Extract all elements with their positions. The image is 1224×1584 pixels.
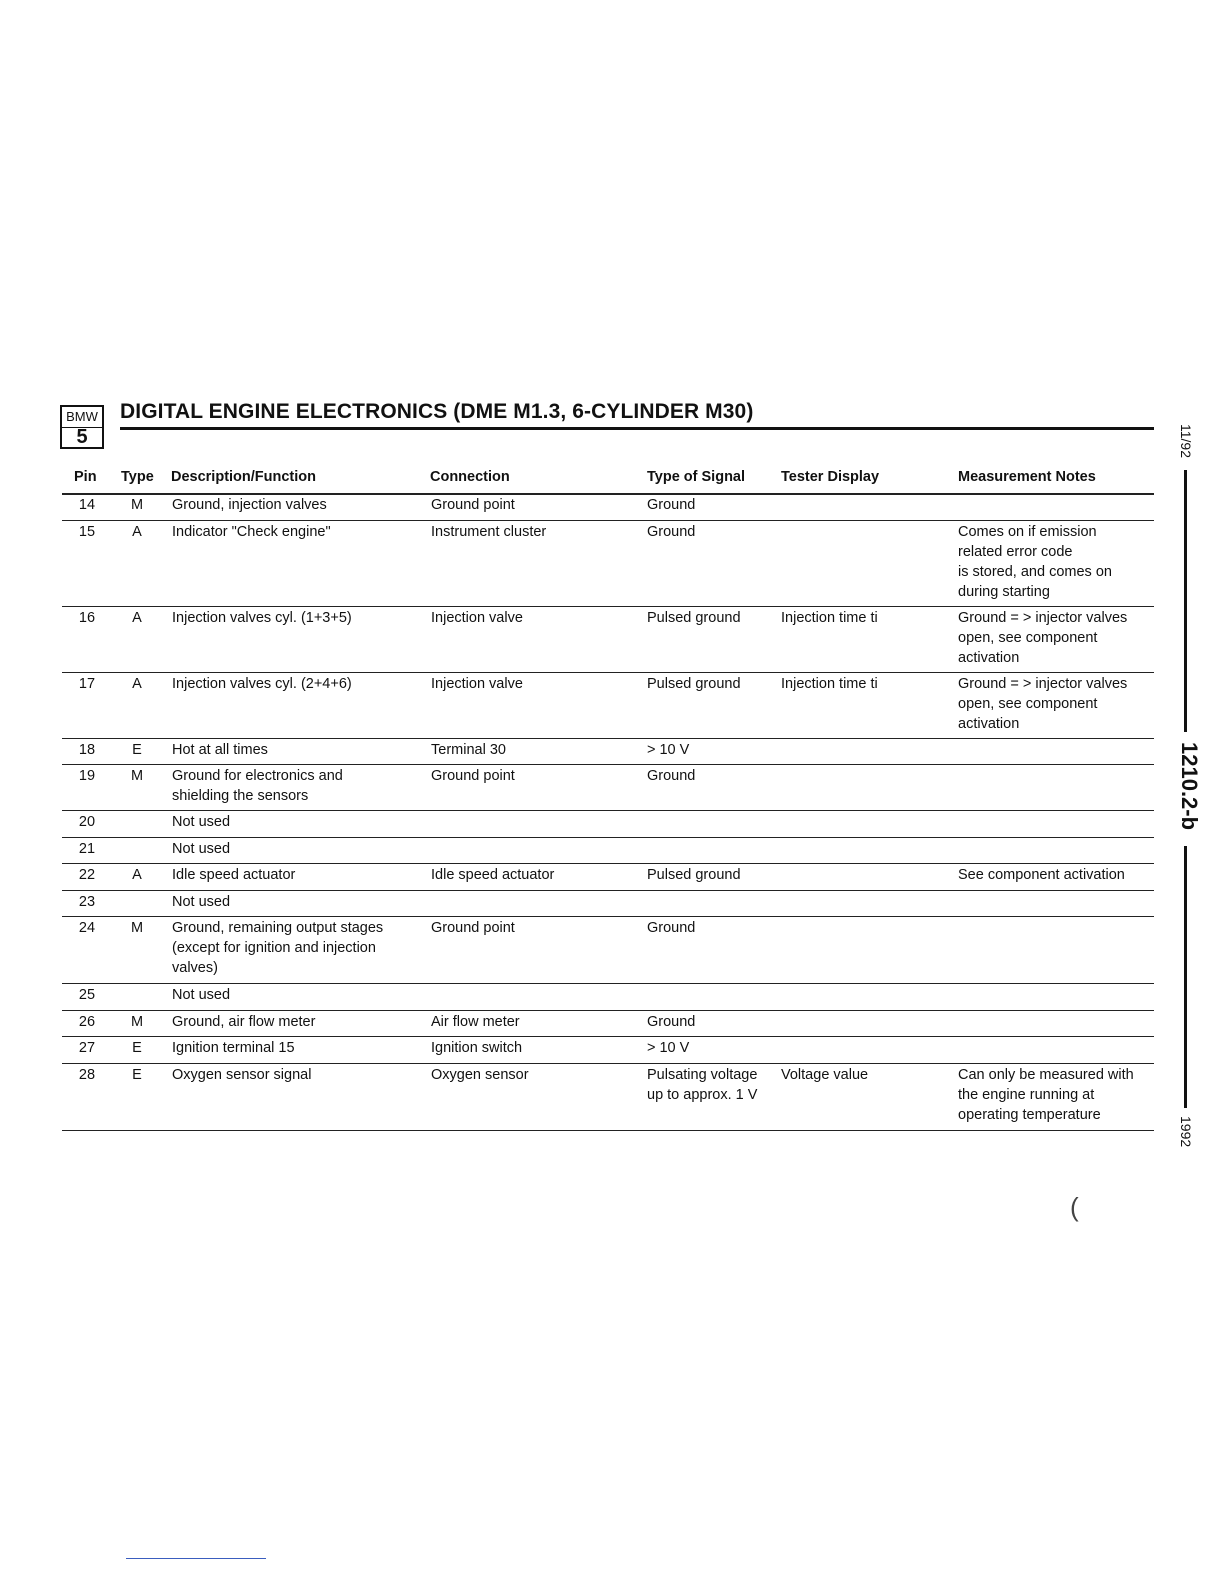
cell-type: M (130, 1014, 144, 1030)
row-separator (62, 983, 1154, 984)
header-measurement-notes: Measurement Notes (958, 469, 1096, 485)
cell-signal: Pulsed ground (647, 610, 741, 626)
side-section-code: 1210.2-b (1177, 742, 1202, 831)
header-type: Type (121, 469, 154, 485)
cell-signal: Ground (647, 1014, 696, 1030)
row-separator (62, 916, 1154, 917)
side-year: 1992 (1178, 1116, 1194, 1148)
header-connection: Connection (430, 469, 510, 485)
cell-pin: 17 (78, 676, 96, 692)
cell-pin: 16 (78, 610, 96, 626)
cell-type: M (130, 920, 144, 936)
cell-pin: 28 (78, 1067, 96, 1083)
header-description: Description/Function (171, 469, 316, 485)
cell-signal: Ground (647, 524, 696, 540)
row-separator (62, 1036, 1154, 1037)
cell-type: A (132, 676, 142, 692)
header-signal-type: Type of Signal (647, 469, 746, 485)
cell-type: A (132, 867, 142, 883)
cell-conn: Terminal 30 (431, 742, 506, 758)
cell-pin: 24 (78, 920, 96, 936)
header-tester-display: Tester Display (781, 469, 880, 485)
cell-desc: Ground, remaining output stages (except for ignition and injection valves) (172, 920, 384, 976)
cell-desc: Ignition terminal 15 (172, 1040, 295, 1056)
bmw-5-series-logo (60, 405, 104, 449)
row-separator (62, 837, 1154, 838)
cell-signal: Pulsed ground (647, 867, 741, 883)
cell-desc: Ground, injection valves (172, 497, 327, 513)
cell-conn: Oxygen sensor (431, 1067, 529, 1083)
cell-signal: Pulsed ground (647, 676, 741, 692)
cell-signal: > 10 V (647, 742, 690, 758)
cell-pin: 22 (78, 867, 96, 883)
row-separator (62, 1063, 1154, 1064)
cell-desc: Not used (172, 814, 231, 830)
row-separator (62, 672, 1154, 673)
row-separator (62, 520, 1154, 521)
side-date: 11/92 (1178, 424, 1194, 458)
row-separator (62, 1010, 1154, 1011)
cell-notes: Comes on if emission related error code is stored, and comes on during starting (958, 524, 1112, 600)
cell-conn: Instrument cluster (431, 524, 547, 540)
cell-pin: 15 (78, 524, 96, 540)
cell-desc: Not used (172, 841, 231, 857)
row-separator (62, 863, 1154, 864)
cell-desc: Injection valves cyl. (1+3+5) (172, 610, 352, 626)
cell-type: E (132, 1040, 142, 1056)
cell-pin: 23 (78, 894, 96, 910)
cell-pin: 21 (78, 841, 96, 857)
cell-conn: Ground point (431, 768, 515, 784)
cell-tester: Injection time ti (781, 676, 878, 692)
cell-type: E (132, 1067, 142, 1083)
row-separator (62, 606, 1154, 607)
cell-notes: Ground = > injector valves open, see component activation (958, 676, 1128, 732)
cell-notes: See component activation (958, 867, 1125, 883)
margin-mark: ( (1070, 1192, 1079, 1222)
cell-notes: Ground = > injector valves open, see component activation (958, 610, 1128, 666)
cell-desc: Not used (172, 987, 231, 1003)
cell-type: E (132, 742, 142, 758)
cell-type: M (130, 768, 144, 784)
cell-conn: Ground point (431, 920, 515, 936)
cell-type: M (130, 497, 144, 513)
cell-signal: Ground (647, 497, 696, 513)
logo-brand: BMW (62, 407, 102, 428)
bottom-decorative-line (126, 1558, 266, 1559)
cell-conn: Ignition switch (431, 1040, 523, 1056)
cell-pin: 27 (78, 1040, 96, 1056)
cell-type: A (132, 524, 142, 540)
cell-pin: 18 (78, 742, 96, 758)
cell-desc: Ground, air flow meter (172, 1014, 316, 1030)
row-separator (62, 810, 1154, 811)
row-separator (62, 890, 1154, 891)
cell-desc: Hot at all times (172, 742, 268, 758)
cell-notes: Can only be measured with the engine running at operating temperature (958, 1067, 1134, 1123)
page-title: DIGITAL ENGINE ELECTRONICS (DME M1.3, 6-CYLINDER M30) (120, 400, 754, 423)
cell-desc: Idle speed actuator (172, 867, 296, 883)
cell-pin: 26 (78, 1014, 96, 1030)
cell-conn: Injection valve (431, 610, 523, 626)
cell-pin: 25 (78, 987, 96, 1003)
cell-desc: Not used (172, 894, 231, 910)
cell-signal: Ground (647, 920, 696, 936)
side-rule-upper (1184, 470, 1187, 732)
cell-tester: Injection time ti (781, 610, 878, 626)
cell-conn: Ground point (431, 497, 515, 513)
cell-desc: Indicator "Check engine" (172, 524, 331, 540)
row-separator (62, 764, 1154, 765)
cell-conn: Injection valve (431, 676, 523, 692)
row-separator (62, 738, 1154, 739)
cell-desc: Injection valves cyl. (2+4+6) (172, 676, 352, 692)
cell-pin: 19 (78, 768, 96, 784)
cell-type: A (132, 610, 142, 626)
cell-tester: Voltage value (781, 1067, 869, 1083)
cell-desc: Oxygen sensor signal (172, 1067, 312, 1083)
cell-pin: 14 (78, 497, 96, 513)
cell-signal: Ground (647, 768, 696, 784)
cell-conn: Idle speed actuator (431, 867, 555, 883)
title-rule (120, 427, 1154, 430)
cell-desc: Ground for electronics and shielding the sensors (172, 768, 343, 804)
logo-series: 5 (76, 426, 88, 448)
side-rule-lower (1184, 846, 1187, 1108)
cell-signal: Pulsating voltage up to approx. 1 V (647, 1067, 758, 1103)
cell-conn: Air flow meter (431, 1014, 520, 1030)
row-separator (62, 1130, 1154, 1131)
cell-signal: > 10 V (647, 1040, 690, 1056)
header-pin: Pin (74, 469, 97, 485)
cell-pin: 20 (78, 814, 96, 830)
